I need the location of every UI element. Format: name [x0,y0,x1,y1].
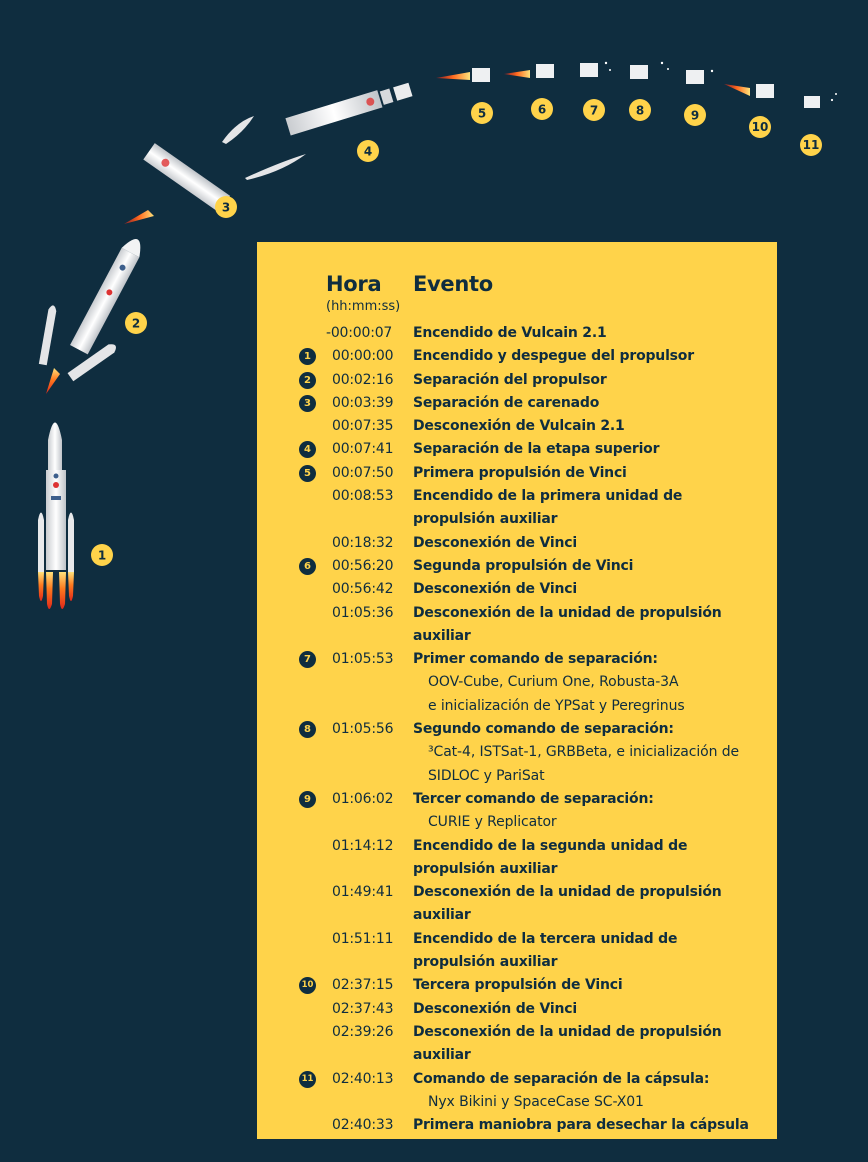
step-marker-11 [800,134,822,156]
event-time: -00:00:07 [326,325,393,341]
event-detail: SIDLOC y PariSat [428,767,545,784]
event-time: 01:49:41 [332,884,394,901]
event-detail: ³Cat-4, ISTSat-1, GRBBeta, e inicialización de [428,744,740,761]
event-description [413,1021,777,1068]
event-text: Separación del propulsor [413,371,607,388]
svg-text:3: 3 [221,200,231,215]
step-marker-10 [749,116,771,138]
step-badge: 6 [299,558,316,575]
event-text: propulsión auxiliar [413,511,558,528]
event-text: propulsión auxiliar [413,860,558,877]
event-description [413,835,777,882]
svg-text:4: 4 [363,144,373,159]
table-row [257,998,777,1021]
step-marker-6 [531,98,553,120]
event-time: 02:40:13 [332,1070,394,1087]
event-time: 01:51:11 [332,930,394,947]
event-description [413,718,777,741]
step-badge: 11 [299,1071,316,1088]
event-description [413,485,777,532]
step-marker-8 [629,99,651,121]
event-time: 00:08:53 [332,488,394,505]
event-description [413,392,777,415]
fairing-separation-icon [124,116,306,224]
event-time: 00:07:50 [332,464,394,481]
event-description [413,1068,777,1091]
event-text: Separación de carenado [413,394,600,411]
table-row [257,555,777,578]
event-text: Tercera propulsión de Vinci [413,977,623,994]
table-row [257,1114,777,1137]
table-row [257,462,777,485]
event-time: 02:39:26 [332,1023,394,1040]
event-detail: CURIE y Replicator [428,814,557,831]
table-row [257,974,777,997]
event-time: 00:18:32 [332,534,394,551]
event-time: 00:07:41 [332,441,394,458]
table-row [257,881,777,928]
event-description [413,532,777,555]
event-description [413,928,777,975]
step-marker-7 [583,99,605,121]
timeline-table [257,242,777,1139]
step-badge: 8 [299,721,316,738]
svg-text:5: 5 [477,106,487,121]
table-row [257,602,777,649]
event-text: Primera propulsión de Vinci [413,464,627,481]
table-row [257,648,777,718]
event-text: Encendido de Vulcain 2.1 [413,325,607,341]
svg-text:2: 2 [131,316,141,331]
column-header-event: Evento [413,272,493,296]
event-time: 00:02:16 [332,371,394,388]
svg-text:8: 8 [635,103,645,118]
event-text: Desconexión de la unidad de propulsión auxiliar [413,884,722,924]
event-text: Desconexión de Vulcain 2.1 [413,418,625,435]
table-row [257,322,777,345]
column-header-time: Hora [326,272,382,296]
event-description [413,322,777,345]
table-row [257,578,777,601]
step-marker-5 [471,102,493,124]
svg-text:1: 1 [97,548,107,563]
event-detail: OOV-Cube, Curium One, Robusta-3A [428,674,679,691]
event-description [413,555,777,578]
event-text: Desconexión de la unidad de propulsión auxiliar [413,1023,722,1064]
event-time: 02:40:33 [332,1117,394,1134]
event-text: Separación de la etapa superior [413,441,660,458]
table-row [257,369,777,392]
event-description [413,788,777,811]
step-badge: 3 [299,395,316,412]
step-marker-1 [91,544,113,566]
step-marker-3 [215,196,237,218]
svg-text:10: 10 [751,120,769,134]
svg-text:7: 7 [589,103,599,118]
event-time: 00:00:00 [332,348,394,365]
event-text: Primer comando de separación: [413,651,658,668]
event-time: 00:56:42 [332,581,394,598]
event-description [413,602,777,649]
event-text: Primera maniobra para desechar la cápsula [413,1117,749,1134]
event-time: 00:56:20 [332,557,394,574]
event-time: 01:05:56 [332,721,394,738]
event-text: Encendido de la segunda unidad de [413,837,688,854]
event-time: 02:37:15 [332,977,394,994]
table-row [257,345,777,368]
timeline-rows [257,322,777,1137]
event-description [413,462,777,485]
step-marker-4 [357,140,379,162]
event-text: Desconexión de la unidad de propulsión auxiliar [413,604,722,644]
event-text: Comando de separación de la cápsula: [413,1070,710,1087]
upper-stage-separation-icon [285,81,413,136]
table-row [257,392,777,415]
event-text: Segundo comando de separación: [413,721,674,738]
rocket-liftoff-icon [38,423,74,610]
event-text: Desconexión de Vinci [413,534,577,551]
event-description [413,578,777,601]
event-time: 01:06:02 [332,790,394,807]
event-text: Encendido de la primera unidad de [413,488,683,505]
event-time: 01:14:12 [332,837,394,854]
event-text: Desconexión de Vinci [413,1000,577,1017]
event-text: Encendido de la tercera unidad de [413,930,678,947]
event-text: Desconexión de Vinci [413,581,577,598]
event-time: 00:07:35 [332,418,394,435]
event-text: propulsión auxiliar [413,954,558,971]
table-row [257,1021,777,1068]
table-row [257,718,777,788]
step-badge: 9 [299,791,316,808]
table-row [257,415,777,438]
event-text: Encendido y despegue del propulsor [413,348,694,365]
table-row [257,532,777,555]
event-text: Segunda propulsión de Vinci [413,557,634,574]
svg-text:9: 9 [690,108,700,123]
table-row [257,835,777,882]
table-row [257,928,777,975]
table-row [257,1068,777,1115]
step-badge: 4 [299,441,316,458]
step-marker-2 [125,312,147,334]
event-description [413,648,777,671]
step-badge: 10 [299,977,316,994]
event-detail: Nyx Bikini y SpaceCase SC-X01 [428,1093,644,1110]
step-marker-9 [684,104,706,126]
table-row [257,485,777,532]
event-description [413,369,777,392]
event-description [413,1114,777,1137]
table-row [257,438,777,461]
event-time: 02:37:43 [332,1000,394,1017]
event-detail: e inicialización de YPSat y Peregrinus [428,697,685,714]
svg-text:6: 6 [537,102,547,117]
table-row [257,788,777,835]
event-description [413,345,777,368]
event-description [413,415,777,438]
column-header-time-unit: (hh:mm:ss) [326,299,401,314]
event-description [413,438,777,461]
step-badge: 2 [299,372,316,389]
event-time: 01:05:53 [332,651,394,668]
event-description [413,998,777,1021]
event-time: 01:05:36 [332,604,394,621]
event-time: 00:03:39 [332,394,394,411]
event-text: Tercer comando de separación: [413,790,654,807]
step-badge: 1 [299,348,316,365]
event-description [413,881,777,928]
svg-text:11: 11 [802,138,820,152]
step-badge: 5 [299,465,316,482]
step-badge: 7 [299,651,316,668]
event-description [413,974,777,997]
